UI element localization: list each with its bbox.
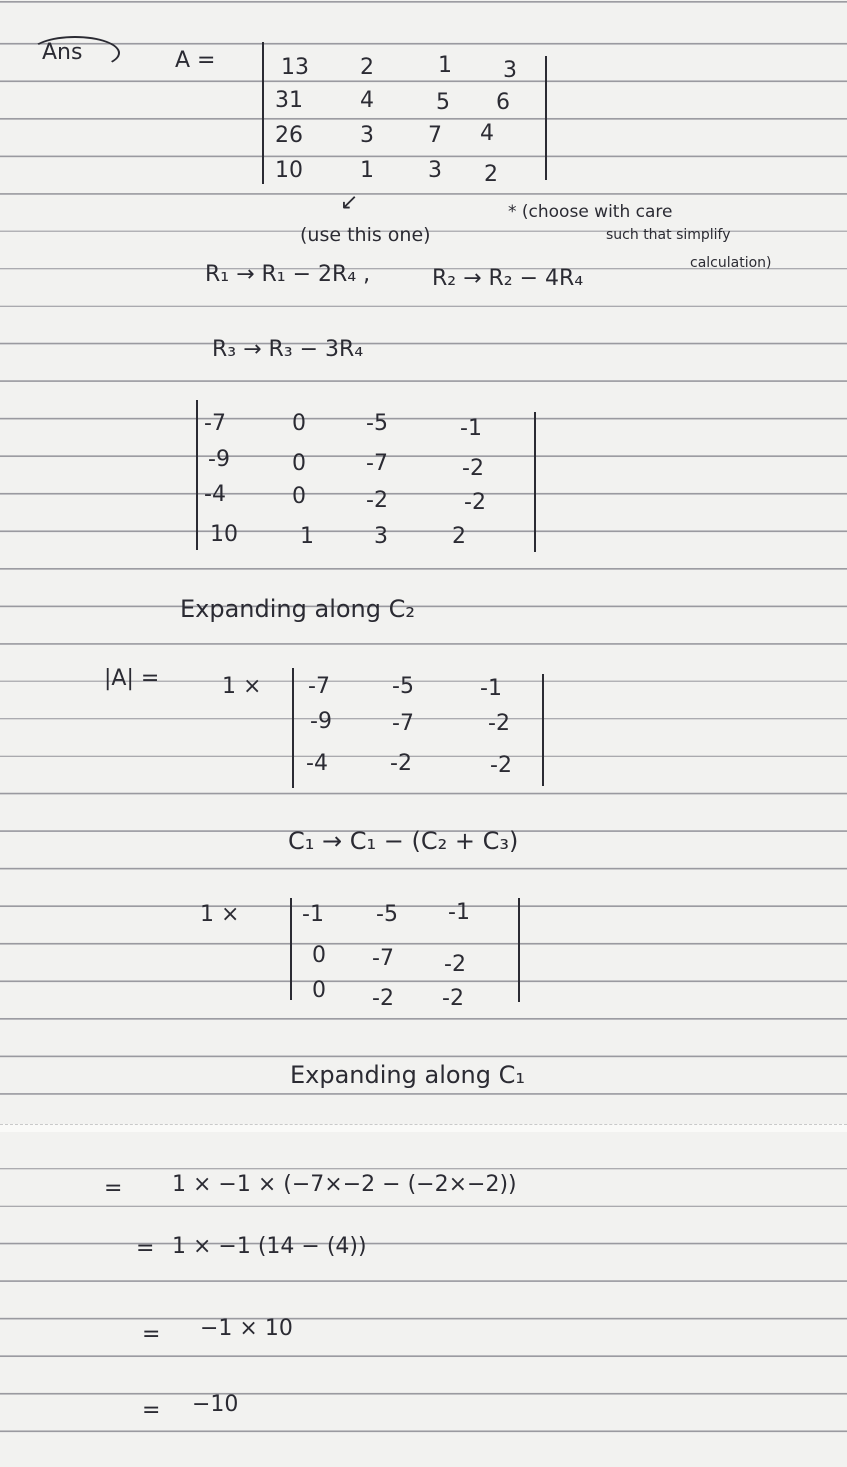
- matrix-c-cell: -9: [310, 709, 332, 734]
- matrix-d-cell: -2: [372, 986, 394, 1011]
- matrix-c-cell: -7: [308, 674, 330, 699]
- matrix-a-cell: 1: [438, 53, 452, 78]
- matrix-a-cell: 7: [428, 123, 442, 148]
- matrix-c-cell: -7: [392, 711, 414, 736]
- matrix-d-left-bar: [290, 898, 292, 1000]
- star-note-line3: calculation): [690, 255, 772, 271]
- matrix-b-cell: 0: [292, 484, 306, 509]
- matrix-a-cell: 2: [484, 162, 498, 187]
- matrix-c-left-bar: [292, 668, 294, 788]
- calc-eq-4: =: [142, 1398, 161, 1423]
- matrix-a-cell: 13: [281, 55, 309, 80]
- matrix-b-cell: -2: [366, 488, 388, 513]
- calc-line-2: 1 × −1 (14 − (4)): [172, 1234, 367, 1259]
- star-note-line1: * (choose with care: [508, 202, 673, 222]
- matrix-d-cell: -5: [376, 902, 398, 927]
- matrix-a-cell: 3: [428, 158, 442, 183]
- matrix-a-cell: 3: [360, 123, 374, 148]
- matrix-a-cell: 5: [436, 90, 450, 115]
- step-expand-c2: Expanding along C₂: [180, 595, 416, 623]
- photo-seam: [0, 1124, 847, 1132]
- matrix-b-cell: 0: [292, 451, 306, 476]
- matrix-d-cell: -1: [302, 902, 324, 927]
- matrix-d-right-bar: [518, 898, 520, 1002]
- coefficient-1: 1 ×: [222, 674, 262, 699]
- row-op-3: R₃ → R₃ − 3R₄: [212, 337, 364, 362]
- matrix-c-right-bar: [542, 674, 544, 786]
- matrix-b-cell: -7: [204, 411, 226, 436]
- matrix-b-cell: -5: [366, 411, 388, 436]
- matrix-c-cell: -4: [306, 751, 328, 776]
- matrix-c-cell: -5: [392, 674, 414, 699]
- matrix-b-cell: -1: [460, 416, 482, 441]
- matrix-d-cell: -2: [444, 952, 466, 977]
- matrix-c-cell: -2: [390, 751, 412, 776]
- matrix-b-cell: 10: [210, 522, 238, 547]
- final-answer: −10: [192, 1392, 239, 1417]
- row-op-2: R₂ → R₂ − 4R₄: [432, 266, 584, 291]
- calc-line-3: −1 × 10: [200, 1316, 293, 1341]
- calc-line-1: 1 × −1 × (−7×−2 − (−2×−2)): [172, 1172, 517, 1197]
- coefficient-2: 1 ×: [200, 902, 240, 927]
- matrix-d-cell: 0: [312, 943, 326, 968]
- matrix-a-cell: 3: [503, 58, 517, 83]
- matrix-a-right-bar: [545, 56, 547, 180]
- matrix-b-cell: -4: [204, 482, 226, 507]
- matrix-b-cell: -2: [464, 490, 486, 515]
- matrix-b-cell: -9: [208, 447, 230, 472]
- matrix-c-cell: -1: [480, 676, 502, 701]
- matrix-a-cell: 6: [496, 90, 510, 115]
- matrix-d-cell: -7: [372, 946, 394, 971]
- ans-circle: [30, 36, 120, 70]
- matrix-b-cell: -7: [366, 451, 388, 476]
- matrix-b-cell: 1: [300, 524, 314, 549]
- calc-eq-2: =: [136, 1236, 155, 1261]
- matrix-a-left-bar: [262, 42, 264, 184]
- matrix-d-cell: -1: [448, 900, 470, 925]
- step-expand-c1: Expanding along C₁: [290, 1061, 526, 1089]
- det-label: |A| =: [104, 666, 160, 691]
- matrix-a-cell: 10: [275, 158, 303, 183]
- matrix-a-label: A =: [175, 48, 216, 73]
- matrix-a-cell: 31: [275, 88, 303, 113]
- matrix-c-cell: -2: [490, 753, 512, 778]
- calc-eq-1: =: [104, 1176, 123, 1201]
- matrix-a-cell: 1: [360, 158, 374, 183]
- star-note-line2: such that simplify: [606, 227, 731, 243]
- matrix-a-cell: 4: [360, 88, 374, 113]
- use-this-note: (use this one): [300, 224, 431, 246]
- ans-label: Ans: [42, 40, 83, 65]
- calc-eq-3: =: [142, 1322, 161, 1347]
- column-op: C₁ → C₁ − (C₂ + C₃): [288, 827, 519, 855]
- matrix-b-cell: 0: [292, 411, 306, 436]
- matrix-b-cell: -2: [462, 456, 484, 481]
- matrix-a-cell: 2: [360, 55, 374, 80]
- matrix-b-right-bar: [534, 412, 536, 552]
- matrix-c-cell: -2: [488, 711, 510, 736]
- matrix-d-cell: 0: [312, 978, 326, 1003]
- matrix-b-cell: 3: [374, 524, 388, 549]
- arrow-icon: ↙: [340, 190, 359, 215]
- matrix-a-cell: 26: [275, 123, 303, 148]
- matrix-d-cell: -2: [442, 986, 464, 1011]
- row-op-1: R₁ → R₁ − 2R₄ ,: [205, 262, 371, 287]
- matrix-b-cell: 2: [452, 524, 466, 549]
- matrix-b-left-bar: [196, 400, 198, 550]
- matrix-a-cell: 4: [480, 121, 494, 146]
